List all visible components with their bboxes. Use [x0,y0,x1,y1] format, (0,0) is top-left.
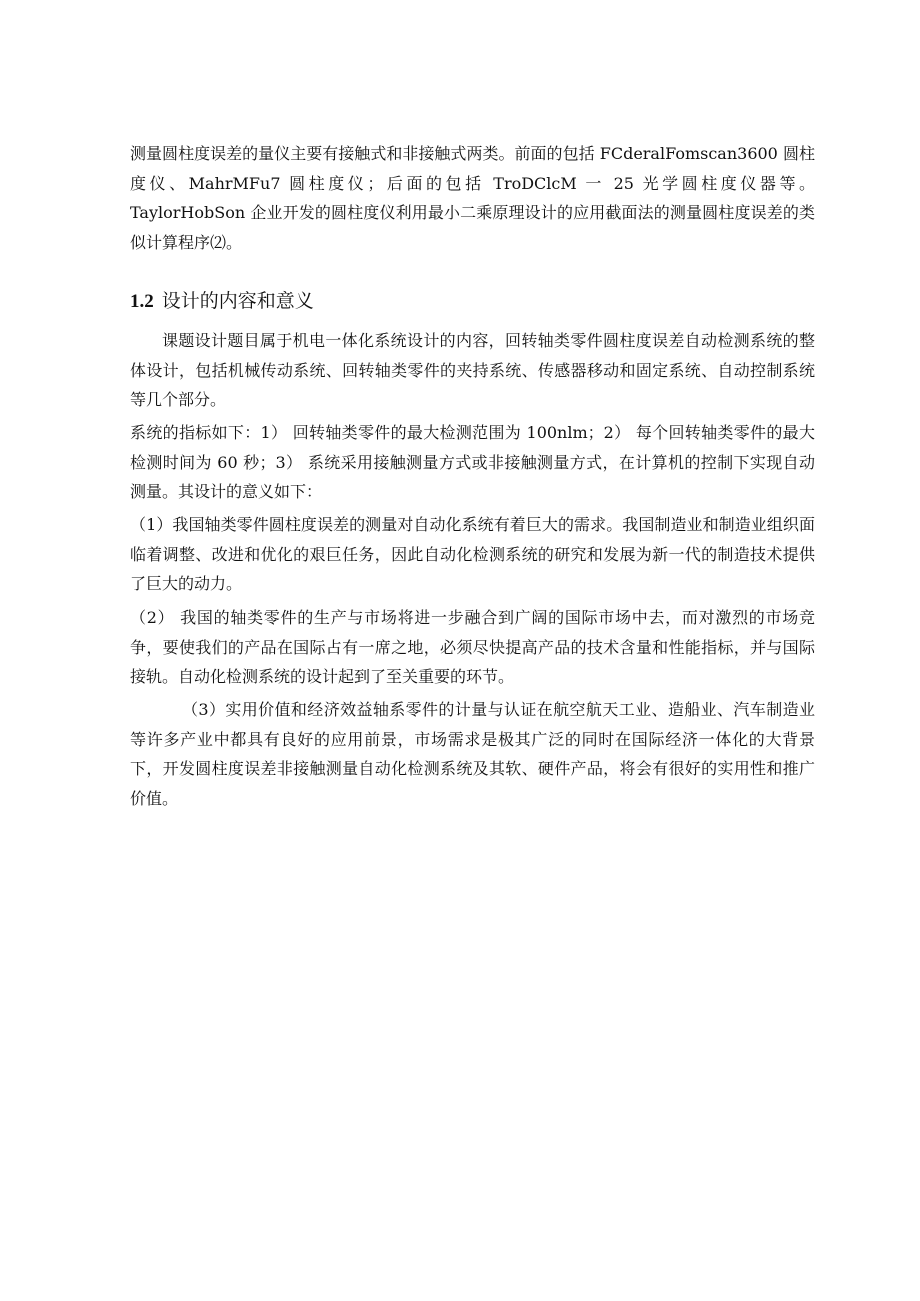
paragraph-design-content: 课题设计题目属于机电一体化系统设计的内容，回转轴类零件圆柱度误差自动检测系统的整体设计，包括机械传动系统、回转轴类零件的夹持系统、传感器移动和固定系统、自动控制系统等几个部分。 [130,331,815,409]
intro-paragraph: 测量圆柱度误差的量仪主要有接触式和非接触式两类。前面的包括 FCderalFomscan3600 圆柱度仪、MahrMFu7 圆柱度仪；后面的包括 TroDClcM 一 25 光学圆柱度仪器等。TaylorHobSon 企业开发的圆柱度仪利用最小二乘原理设计的应用截面法的测量圆柱度误差的类似计算程序⑵。 [130,144,815,252]
paragraph-significance-2: （2） 我国的轴类零件的生产与市场将进一步融合到广阔的国际市场中去，而对激烈的市场竞争，要使我们的产品在国际占有一席之地，必须尽快提高产品的技术含量和性能指标，并与国际接轨。自动化检测系统的设计起到了至关重要的环节。 [130,608,815,686]
paragraph-significance-1: （1）我国轴类零件圆柱度误差的测量对自动化系统有着巨大的需求。我国制造业和制造业组织面临着调整、改进和优化的艰巨任务，因此自动化检测系统的研究和发展为新一代的制造技术提供了巨大的动力。 [130,515,815,593]
section-title: 设计的内容和意义 [161,290,314,312]
paragraph-system-indicators: 系统的指标如下：1） 回转轴类零件的最大检测范围为 100nlm；2） 每个回转轴类零件的最大检测时间为 60 秒；3） 系统采用接触测量方式或非接触测量方式，在计算机的控制下实现自动测量。其设计的意义如下： [130,423,815,501]
paragraph-significance-3: （3）实用价值和经济效益轴系零件的计量与认证在航空航天工业、造船业、汽车制造业等许多产业中都具有良好的应用前景，市场需求是极其广泛的同时在国际经济一体化的大背景下，开发圆柱度误差非接触测量自动化检测系统及其软、硬件产品，将会有很好的实用性和推广价值。 [130,700,815,808]
section-heading [130,287,314,316]
section-number: 1.2 [130,291,154,312]
